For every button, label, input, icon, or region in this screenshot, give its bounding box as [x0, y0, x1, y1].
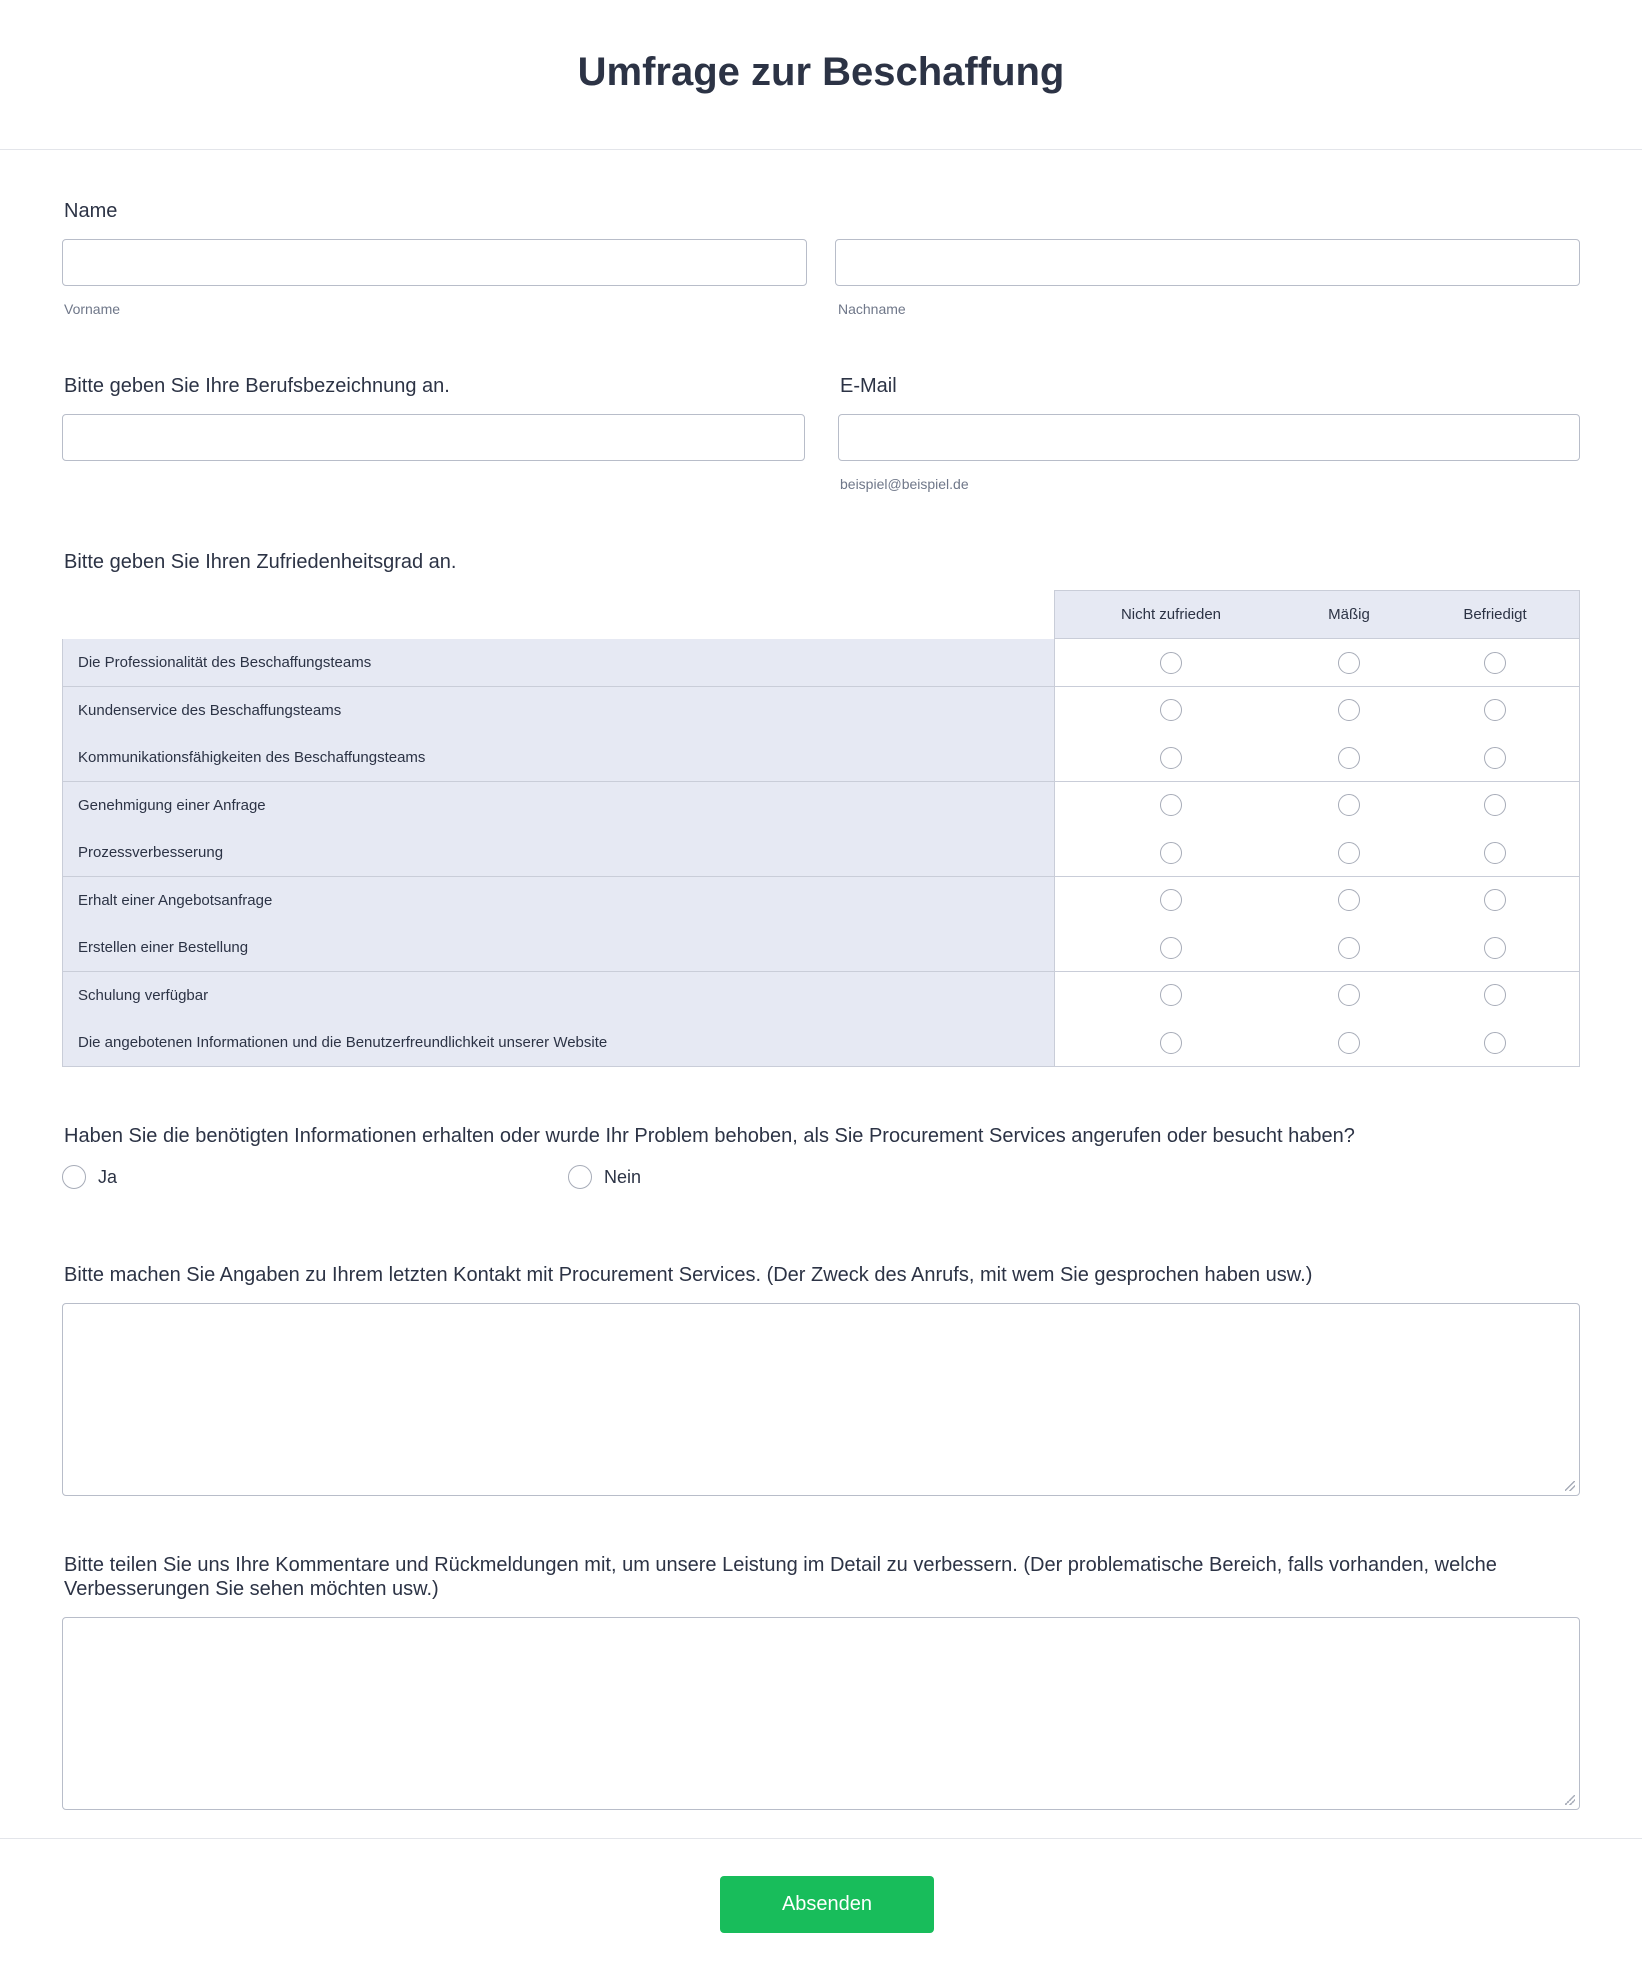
radio-icon[interactable]	[1484, 747, 1506, 769]
name-label: Name	[64, 200, 118, 222]
matrix-cell[interactable]	[1054, 687, 1288, 735]
radio-icon[interactable]	[1160, 699, 1182, 721]
option-label: Ja	[98, 1166, 118, 1187]
radio-icon[interactable]	[1160, 842, 1182, 864]
radio-icon[interactable]	[1484, 937, 1506, 959]
matrix-row	[62, 687, 1580, 735]
matrix-row	[62, 877, 1580, 925]
matrix-row-label: Kommunikationsfähigkeiten des Beschaffungsteams	[62, 734, 1055, 782]
matrix-cell[interactable]	[1287, 972, 1412, 1020]
radio-icon[interactable]	[1338, 794, 1360, 816]
radio-icon[interactable]	[62, 1165, 86, 1189]
matrix-cell[interactable]	[1054, 1019, 1288, 1067]
matrix-cell[interactable]	[1054, 972, 1288, 1020]
last-contact-textarea[interactable]	[62, 1303, 1580, 1496]
matrix-row-label: Kundenservice des Beschaffungsteams	[62, 687, 1055, 735]
matrix-cell[interactable]	[1411, 687, 1580, 735]
radio-icon[interactable]	[1484, 699, 1506, 721]
matrix-cell[interactable]	[1287, 829, 1412, 877]
matrix-row	[62, 639, 1580, 687]
resolved-option-yes[interactable]	[62, 1165, 117, 1189]
matrix-row	[62, 782, 1580, 830]
satisfaction-label: Bitte geben Sie Ihren Zufriedenheitsgrad an.	[64, 551, 457, 573]
resolved-option-no[interactable]	[568, 1165, 641, 1189]
matrix-cell[interactable]	[1054, 639, 1288, 687]
matrix-row-label: Schulung verfügbar	[62, 972, 1055, 1020]
matrix-row-label: Prozessverbesserung	[62, 829, 1055, 877]
matrix-cell[interactable]	[1054, 829, 1288, 877]
job-title-label: Bitte geben Sie Ihre Berufsbezeichnung an.	[64, 375, 450, 397]
radio-icon[interactable]	[1338, 747, 1360, 769]
matrix-column-header: Befriedigt	[1411, 590, 1580, 639]
radio-icon[interactable]	[1338, 1032, 1360, 1054]
matrix-column-header: Nicht zufrieden	[1054, 590, 1288, 639]
email-sublabel: beispiel@beispiel.de	[840, 476, 969, 492]
matrix-row-label: Die Professionalität des Beschaffungsteams	[62, 639, 1055, 687]
matrix-cell[interactable]	[1054, 877, 1288, 925]
matrix-cell[interactable]	[1287, 734, 1412, 782]
radio-icon[interactable]	[1338, 842, 1360, 864]
last-name-input[interactable]	[835, 239, 1580, 286]
job-title-input[interactable]	[62, 414, 805, 461]
radio-icon[interactable]	[1338, 889, 1360, 911]
radio-icon[interactable]	[1160, 889, 1182, 911]
matrix-cell[interactable]	[1054, 734, 1288, 782]
radio-icon[interactable]	[568, 1165, 592, 1189]
resize-handle-icon[interactable]	[1565, 1795, 1575, 1805]
first-name-input[interactable]	[62, 239, 807, 286]
matrix-cell[interactable]	[1287, 639, 1412, 687]
matrix-row	[62, 924, 1580, 972]
matrix-cell[interactable]	[1411, 877, 1580, 925]
option-label: Nein	[604, 1166, 642, 1187]
email-label: E-Mail	[840, 375, 897, 397]
matrix-cell[interactable]	[1411, 1019, 1580, 1067]
radio-icon[interactable]	[1338, 937, 1360, 959]
radio-icon[interactable]	[1160, 652, 1182, 674]
radio-icon[interactable]	[1338, 984, 1360, 1006]
radio-icon[interactable]	[1484, 1032, 1506, 1054]
radio-icon[interactable]	[1484, 984, 1506, 1006]
matrix-cell[interactable]	[1287, 782, 1412, 830]
matrix-cell[interactable]	[1054, 782, 1288, 830]
matrix-row	[62, 972, 1580, 1020]
form-header	[0, 0, 1642, 150]
matrix-cell[interactable]	[1054, 924, 1288, 972]
matrix-cell[interactable]	[1411, 734, 1580, 782]
matrix-row	[62, 734, 1580, 782]
matrix-row-label: Genehmigung einer Anfrage	[62, 782, 1055, 830]
email-input[interactable]	[838, 414, 1580, 461]
radio-icon[interactable]	[1160, 747, 1182, 769]
matrix-cell[interactable]	[1287, 1019, 1412, 1067]
feedback-textarea[interactable]	[62, 1617, 1580, 1810]
radio-icon[interactable]	[1484, 842, 1506, 864]
matrix-column-header: Mäßig	[1287, 590, 1412, 639]
radio-icon[interactable]	[1160, 1032, 1182, 1054]
form-title: Umfrage zur Beschaffung	[577, 50, 1065, 94]
feedback-label-line1: Bitte teilen Sie uns Ihre Kommentare und Rückmeldungen mit, um unsere Leistung im Detail zu verbessern. (Der problematische Bereich, falls vorhanden, welche	[64, 1554, 1497, 1576]
matrix-row	[62, 1019, 1580, 1067]
matrix-row-label: Die angebotenen Informationen und die Benutzerfreundlichkeit unserer Website	[62, 1019, 1055, 1067]
radio-icon[interactable]	[1484, 794, 1506, 816]
matrix-row-label: Erstellen einer Bestellung	[62, 924, 1055, 972]
matrix-cell[interactable]	[1287, 687, 1412, 735]
feedback-label-line2: Verbesserungen Sie sehen möchten usw.)	[64, 1578, 439, 1600]
radio-icon[interactable]	[1160, 794, 1182, 816]
submit-button[interactable]: Absenden	[720, 1876, 934, 1933]
matrix-row-label: Erhalt einer Angebotsanfrage	[62, 877, 1055, 925]
radio-icon[interactable]	[1160, 984, 1182, 1006]
matrix-cell[interactable]	[1287, 877, 1412, 925]
radio-icon[interactable]	[1484, 889, 1506, 911]
matrix-cell[interactable]	[1287, 924, 1412, 972]
resolved-question-label: Haben Sie die benötigten Informationen erhalten oder wurde Ihr Problem behoben, als Sie Procurement Services angerufen oder besucht haben?	[64, 1125, 1355, 1147]
radio-icon[interactable]	[1160, 937, 1182, 959]
resize-handle-icon[interactable]	[1565, 1481, 1575, 1491]
matrix-cell[interactable]	[1411, 639, 1580, 687]
matrix-cell[interactable]	[1411, 924, 1580, 972]
matrix-cell[interactable]	[1411, 782, 1580, 830]
last-contact-label: Bitte machen Sie Angaben zu Ihrem letzten Kontakt mit Procurement Services. (Der Zweck des Anrufs, mit wem Sie gesprochen haben usw.)	[64, 1264, 1313, 1286]
radio-icon[interactable]	[1338, 699, 1360, 721]
matrix-row	[62, 829, 1580, 877]
matrix-cell[interactable]	[1411, 829, 1580, 877]
matrix-cell[interactable]	[1411, 972, 1580, 1020]
radio-icon[interactable]	[1338, 652, 1360, 674]
last-name-sublabel: Nachname	[838, 301, 906, 317]
radio-icon[interactable]	[1484, 652, 1506, 674]
first-name-sublabel: Vorname	[64, 301, 121, 317]
